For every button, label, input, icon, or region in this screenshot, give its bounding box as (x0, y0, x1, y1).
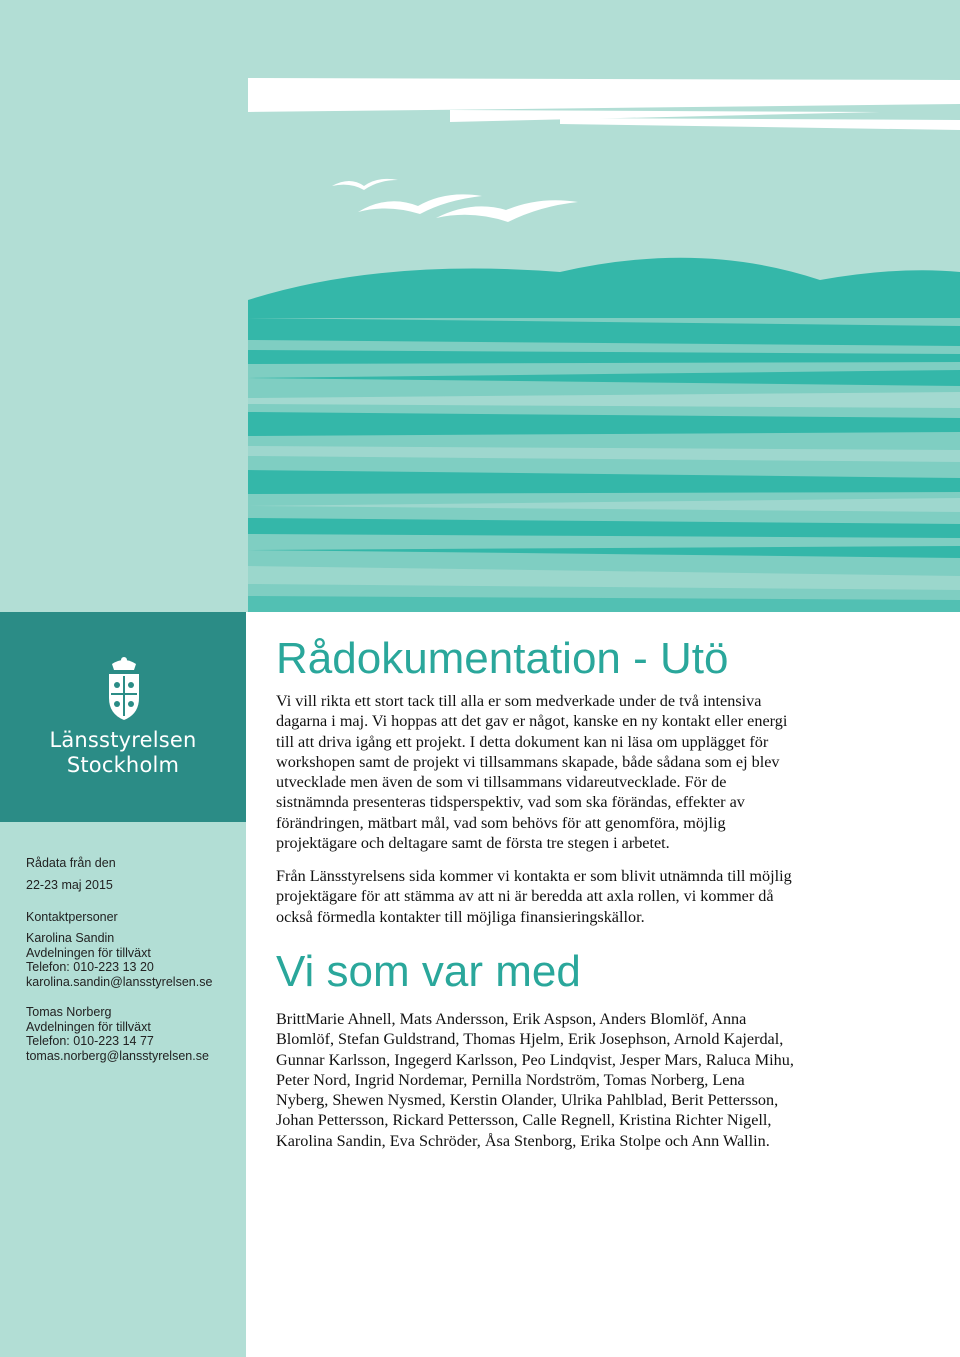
intro-paragraph (276, 691, 941, 853)
coat-of-arms-icon (104, 654, 144, 724)
text-line: Johan Pettersson, Rickard Pettersson, Calle Regnell, Kristina Richter Nigell, (276, 1111, 772, 1130)
text-line: dagarna i maj. Vi hoppas att det gav er något, kanske en ny kontakt eller energi (276, 712, 788, 731)
text-line: också förmedla kontakter till möjliga finansieringskällor. (276, 907, 645, 926)
contact-dept: Avdelningen för tillväxt (26, 945, 151, 960)
logo-text-line1: Länsstyrelsen (49, 728, 197, 752)
text-line: Från Länsstyrelsens sida kommer vi kontakta er som blivit utnämnda till möjlig (276, 867, 792, 885)
text-line: BrittMarie Ahnell, Mats Andersson, Erik Aspson, Anders Blomlöf, Anna (276, 1010, 747, 1028)
text-line: Peter Nord, Ingrid Nordemar, Pernilla Nordström, Tomas Norberg, Lena (276, 1070, 745, 1089)
dates-heading: Rådata från den (26, 856, 116, 870)
bird-icon (332, 179, 398, 190)
text-line: utvecklade men även de som vi tillsammans vidareutvecklade. För de (276, 773, 727, 792)
bird-icon (436, 200, 578, 222)
contact-dept: Avdelningen för tillväxt (26, 1019, 151, 1034)
followup-paragraph (276, 866, 941, 927)
contact-email[interactable]: karolina.sandin@lansstyrelsen.se (26, 974, 213, 989)
contact-name: Karolina Sandin (26, 931, 115, 945)
section-title: Vi som var med (276, 947, 581, 996)
contacts-heading: Kontaktpersoner (26, 910, 118, 924)
text-line: till att driva igång ett projekt. I detta dokument kan ni läsa om upplägget för (276, 732, 769, 751)
contact-block (26, 1005, 241, 1063)
text-line: sistnämnda presenteras tidsperspektiv, vad som ska förändas, effekter av (276, 793, 745, 812)
text-line: förändringen, mätbart mål, vad som behövs för att genomföra, möjlig (276, 813, 726, 832)
text-line: Nyberg, Shewen Nysmed, Kerstin Olander, Ulrika Pahlblad, Berit Pettersson, (276, 1091, 779, 1110)
text-line: projektägare för att stämma av att ni är beredda att axla rollen, vi kommer då (276, 887, 774, 906)
cloud-stripe (248, 78, 960, 112)
contact-name: Tomas Norberg (26, 1005, 112, 1019)
contact-block (26, 931, 241, 989)
logo-text-line2: Stockholm (66, 753, 180, 777)
participants-paragraph (276, 1009, 941, 1151)
contact-phone: Telefon: 010-223 14 77 (26, 1034, 154, 1049)
text-line: Karolina Sandin, Eva Schröder, Åsa Stenborg, Erika Stolpe och Ann Wallin. (276, 1131, 770, 1150)
text-line: Blomlöf, Stefan Guldstrand, Thomas Hjelm, Erik Josephson, Arnold Kajerdal, (276, 1030, 784, 1049)
seascape-graphic (0, 0, 960, 612)
page-title: Rådokumentation - Utö (276, 634, 729, 683)
contact-email[interactable]: tomas.norberg@lansstyrelsen.se (26, 1048, 209, 1063)
text-line: Vi vill rikta ett stort tack till alla er som medverkade under de två intensiva (276, 692, 762, 710)
text-line: Gunnar Karlsson, Ingegerd Karlsson, Peo Lindqvist, Jesper Mars, Raluca Mihu, (276, 1050, 794, 1069)
cloud-stripe (560, 118, 960, 130)
text-line: workshopen samt de projekt vi tillsammans skapade, både sådana som ej blev (276, 752, 780, 771)
contact-phone: Telefon: 010-223 13 20 (26, 960, 154, 975)
dates-value: 22-23 maj 2015 (26, 878, 113, 892)
text-line: projektägare och deltagare samt de första tre stegen i arbetet. (276, 834, 670, 853)
island (248, 258, 960, 318)
hero-illustration (0, 0, 960, 612)
